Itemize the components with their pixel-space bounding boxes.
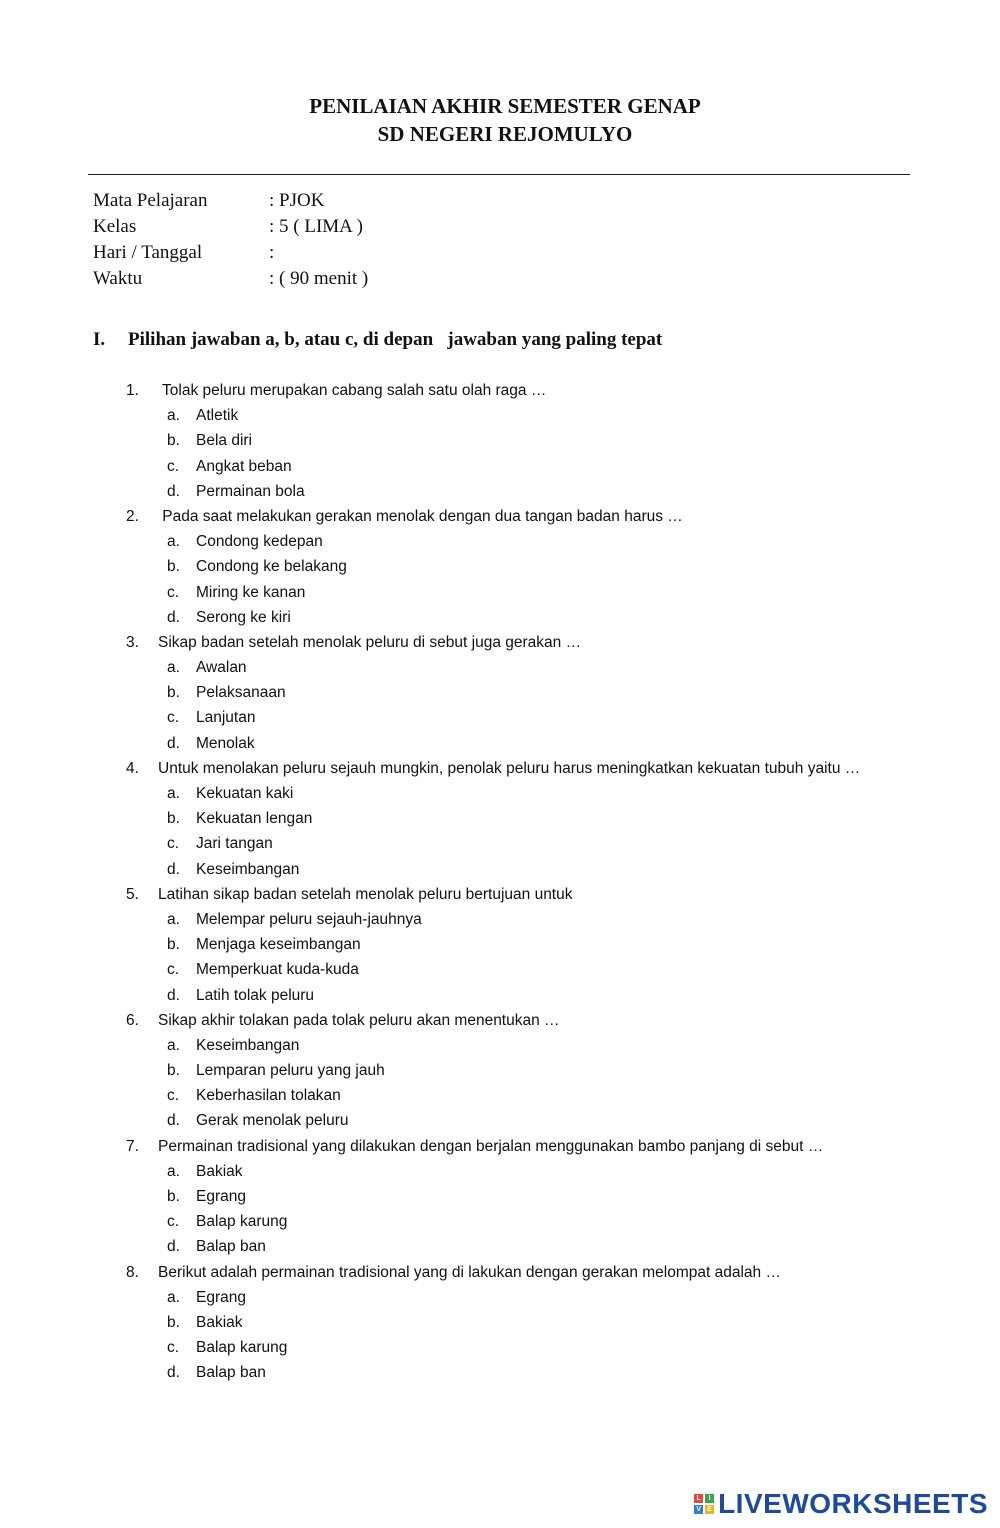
answer-option	[0, 1234, 1000, 1259]
answer-option	[0, 1285, 1000, 1310]
info-label: Hari / Tanggal	[93, 242, 203, 263]
answer-option	[0, 655, 1000, 680]
option-letter: d.	[167, 860, 180, 878]
question	[0, 504, 1000, 529]
option-letter: b.	[167, 432, 180, 450]
option-text: Condong kedepan	[196, 533, 323, 551]
answer-option	[0, 932, 1000, 957]
answer-option	[0, 731, 1000, 756]
answer-option	[0, 1108, 1000, 1133]
answer-option	[0, 605, 1000, 630]
answer-option	[0, 983, 1000, 1008]
info-row	[93, 240, 368, 266]
option-text: Bakiak	[196, 1162, 243, 1180]
question-number: 7.	[126, 1137, 139, 1155]
option-letter: c.	[167, 961, 180, 979]
question	[0, 882, 1000, 907]
option-letter: c.	[167, 835, 180, 853]
answer-option	[0, 580, 1000, 605]
answer-option	[0, 680, 1000, 705]
option-letter: b.	[167, 558, 180, 576]
option-letter: d.	[167, 986, 180, 1004]
option-letter: a.	[167, 910, 180, 928]
answer-option	[0, 957, 1000, 982]
answer-option	[0, 1083, 1000, 1108]
option-letter: d.	[167, 482, 180, 500]
option-text: Condong ke belakang	[196, 558, 347, 576]
option-text: Keseimbangan	[196, 860, 300, 878]
option-letter: a.	[167, 1036, 180, 1054]
question-number: 2.	[126, 507, 139, 525]
question-number: 6.	[126, 1011, 139, 1029]
option-letter: c.	[167, 1087, 180, 1105]
option-letter: a.	[167, 659, 180, 677]
info-value: :	[269, 242, 275, 263]
option-letter: b.	[167, 1062, 180, 1080]
option-text: Pelaksanaan	[196, 684, 286, 702]
answer-option	[0, 857, 1000, 882]
option-letter: d.	[167, 1238, 180, 1256]
option-text: Bela diri	[196, 432, 252, 450]
option-text: Balap ban	[196, 1238, 266, 1256]
question	[0, 1134, 1000, 1159]
info-row	[93, 188, 368, 214]
answer-option	[0, 428, 1000, 453]
answer-option	[0, 781, 1000, 806]
exam-header	[0, 92, 1000, 148]
option-text: Kekuatan kaki	[196, 785, 294, 802]
answer-option	[0, 831, 1000, 856]
info-value: : PJOK	[269, 190, 325, 211]
info-label: Mata Pelajaran	[93, 190, 208, 211]
option-text: Latih tolak peluru	[196, 986, 315, 1004]
option-letter: a.	[167, 407, 180, 425]
option-letter: b.	[167, 1188, 180, 1205]
option-text: Serong ke kiri	[196, 608, 291, 626]
question-number: 4.	[126, 759, 139, 777]
answer-option	[0, 1033, 1000, 1058]
header-divider	[88, 174, 910, 175]
section-heading	[93, 327, 662, 353]
info-row	[93, 214, 368, 240]
question	[0, 630, 1000, 655]
liveworksheets-mark-icon	[694, 1494, 714, 1514]
question-text: Sikap akhir tolakan pada tolak peluru akan menentukan …	[158, 1011, 560, 1029]
option-text: Atletik	[196, 407, 239, 425]
section-instruction: Pilihan jawaban a, b, atau c, di depan jawaban yang paling tepat	[128, 329, 663, 350]
question	[0, 1260, 1000, 1285]
option-letter: d.	[167, 1112, 180, 1130]
exam-info	[93, 188, 368, 292]
answer-option	[0, 529, 1000, 554]
question-text: Latihan sikap badan setelah menolak peluru bertujuan untuk	[158, 885, 573, 903]
option-text: Angkat beban	[196, 457, 292, 475]
answer-option	[0, 1360, 1000, 1385]
option-letter: b.	[167, 936, 180, 954]
answer-option	[0, 1335, 1000, 1360]
logo-mark-square: E	[705, 1505, 714, 1514]
question	[0, 1008, 1000, 1033]
logo-mark-square: V	[694, 1505, 703, 1514]
option-text: Menolak	[196, 734, 255, 752]
answer-option	[0, 1209, 1000, 1234]
option-letter: a.	[167, 1162, 180, 1180]
option-letter: c.	[167, 1339, 180, 1357]
option-text: Memperkuat kuda-kuda	[196, 961, 359, 979]
option-text: Balap karung	[196, 1213, 288, 1231]
answer-option	[0, 403, 1000, 428]
answer-option	[0, 1058, 1000, 1083]
option-text: Lemparan peluru yang jauh	[196, 1062, 385, 1080]
option-text: Bakiak	[196, 1313, 243, 1331]
info-value: : ( 90 menit )	[269, 268, 369, 289]
option-text: Egrang	[196, 1288, 246, 1306]
info-row	[93, 266, 368, 292]
option-text: Balap karung	[196, 1339, 288, 1357]
answer-option	[0, 806, 1000, 831]
option-letter: d.	[167, 608, 180, 626]
answer-option	[0, 554, 1000, 579]
answer-option	[0, 1184, 1000, 1209]
option-text: Permainan bola	[196, 482, 305, 500]
question	[0, 756, 1000, 781]
option-letter: c.	[167, 1213, 180, 1231]
option-letter: a.	[167, 1288, 180, 1306]
option-text: Awalan	[196, 659, 247, 677]
logo-mark-square: I	[705, 1494, 714, 1503]
question-list	[0, 378, 1000, 1386]
question-number: 5.	[126, 885, 139, 903]
question-number: 3.	[126, 633, 139, 651]
option-letter: b.	[167, 810, 180, 828]
info-value: : 5 ( LIMA )	[269, 216, 363, 237]
option-letter: b.	[167, 684, 180, 702]
answer-option	[0, 479, 1000, 504]
question-text: Permainan tradisional yang dilakukan dengan berjalan menggunakan bambo panjang di sebut …	[158, 1137, 824, 1155]
school-name: SD NEGERI REJOMULYO	[377, 122, 633, 146]
option-letter: a.	[167, 785, 180, 802]
option-letter: c.	[167, 583, 180, 601]
option-text: Gerak menolak peluru	[196, 1112, 349, 1130]
liveworksheets-wordmark: LIVEWORKSHEETS	[718, 1488, 988, 1519]
option-text: Egrang	[196, 1188, 246, 1205]
option-letter: d.	[167, 1364, 180, 1382]
option-text: Menjaga keseimbangan	[196, 936, 361, 954]
section-number: I.	[93, 329, 106, 350]
question	[0, 378, 1000, 403]
question-text: Sikap badan setelah menolak peluru di sebut juga gerakan …	[158, 633, 582, 651]
option-text: Melempar peluru sejauh-jauhnya	[196, 910, 422, 928]
question-text: Tolak peluru merupakan cabang salah satu olah raga …	[158, 382, 547, 399]
question-number: 8.	[126, 1263, 139, 1281]
answer-option	[0, 907, 1000, 932]
answer-option	[0, 705, 1000, 730]
question-text: Berikut adalah permainan tradisional yang di lakukan dengan gerakan melompat adalah …	[158, 1263, 781, 1281]
answer-option	[0, 454, 1000, 479]
info-label: Kelas	[93, 216, 137, 237]
option-text: Kekuatan lengan	[196, 810, 313, 828]
option-text: Keseimbangan	[196, 1036, 300, 1054]
logo-mark-square: L	[694, 1494, 703, 1503]
option-text: Keberhasilan tolakan	[196, 1087, 341, 1105]
info-label: Waktu	[93, 268, 143, 289]
option-letter: d.	[167, 734, 180, 752]
answer-option	[0, 1310, 1000, 1335]
question-number: 1.	[126, 382, 139, 399]
question-text: Untuk menolakan peluru sejauh mungkin, penolak peluru harus meningkatkan kekuatan tubuh yaitu …	[158, 759, 861, 777]
liveworksheets-logo	[694, 1488, 988, 1520]
answer-option	[0, 1159, 1000, 1184]
option-text: Lanjutan	[196, 709, 256, 727]
option-letter: a.	[167, 533, 180, 551]
option-letter: c.	[167, 709, 180, 727]
exam-title: PENILAIAN AKHIR SEMESTER GENAP	[309, 94, 701, 118]
option-letter: b.	[167, 1313, 180, 1331]
question-text: Pada saat melakukan gerakan menolak dengan dua tangan badan harus …	[158, 507, 683, 525]
option-text: Jari tangan	[196, 835, 273, 853]
option-text: Miring ke kanan	[196, 583, 306, 601]
option-text: Balap ban	[196, 1364, 266, 1382]
option-letter: c.	[167, 457, 180, 475]
